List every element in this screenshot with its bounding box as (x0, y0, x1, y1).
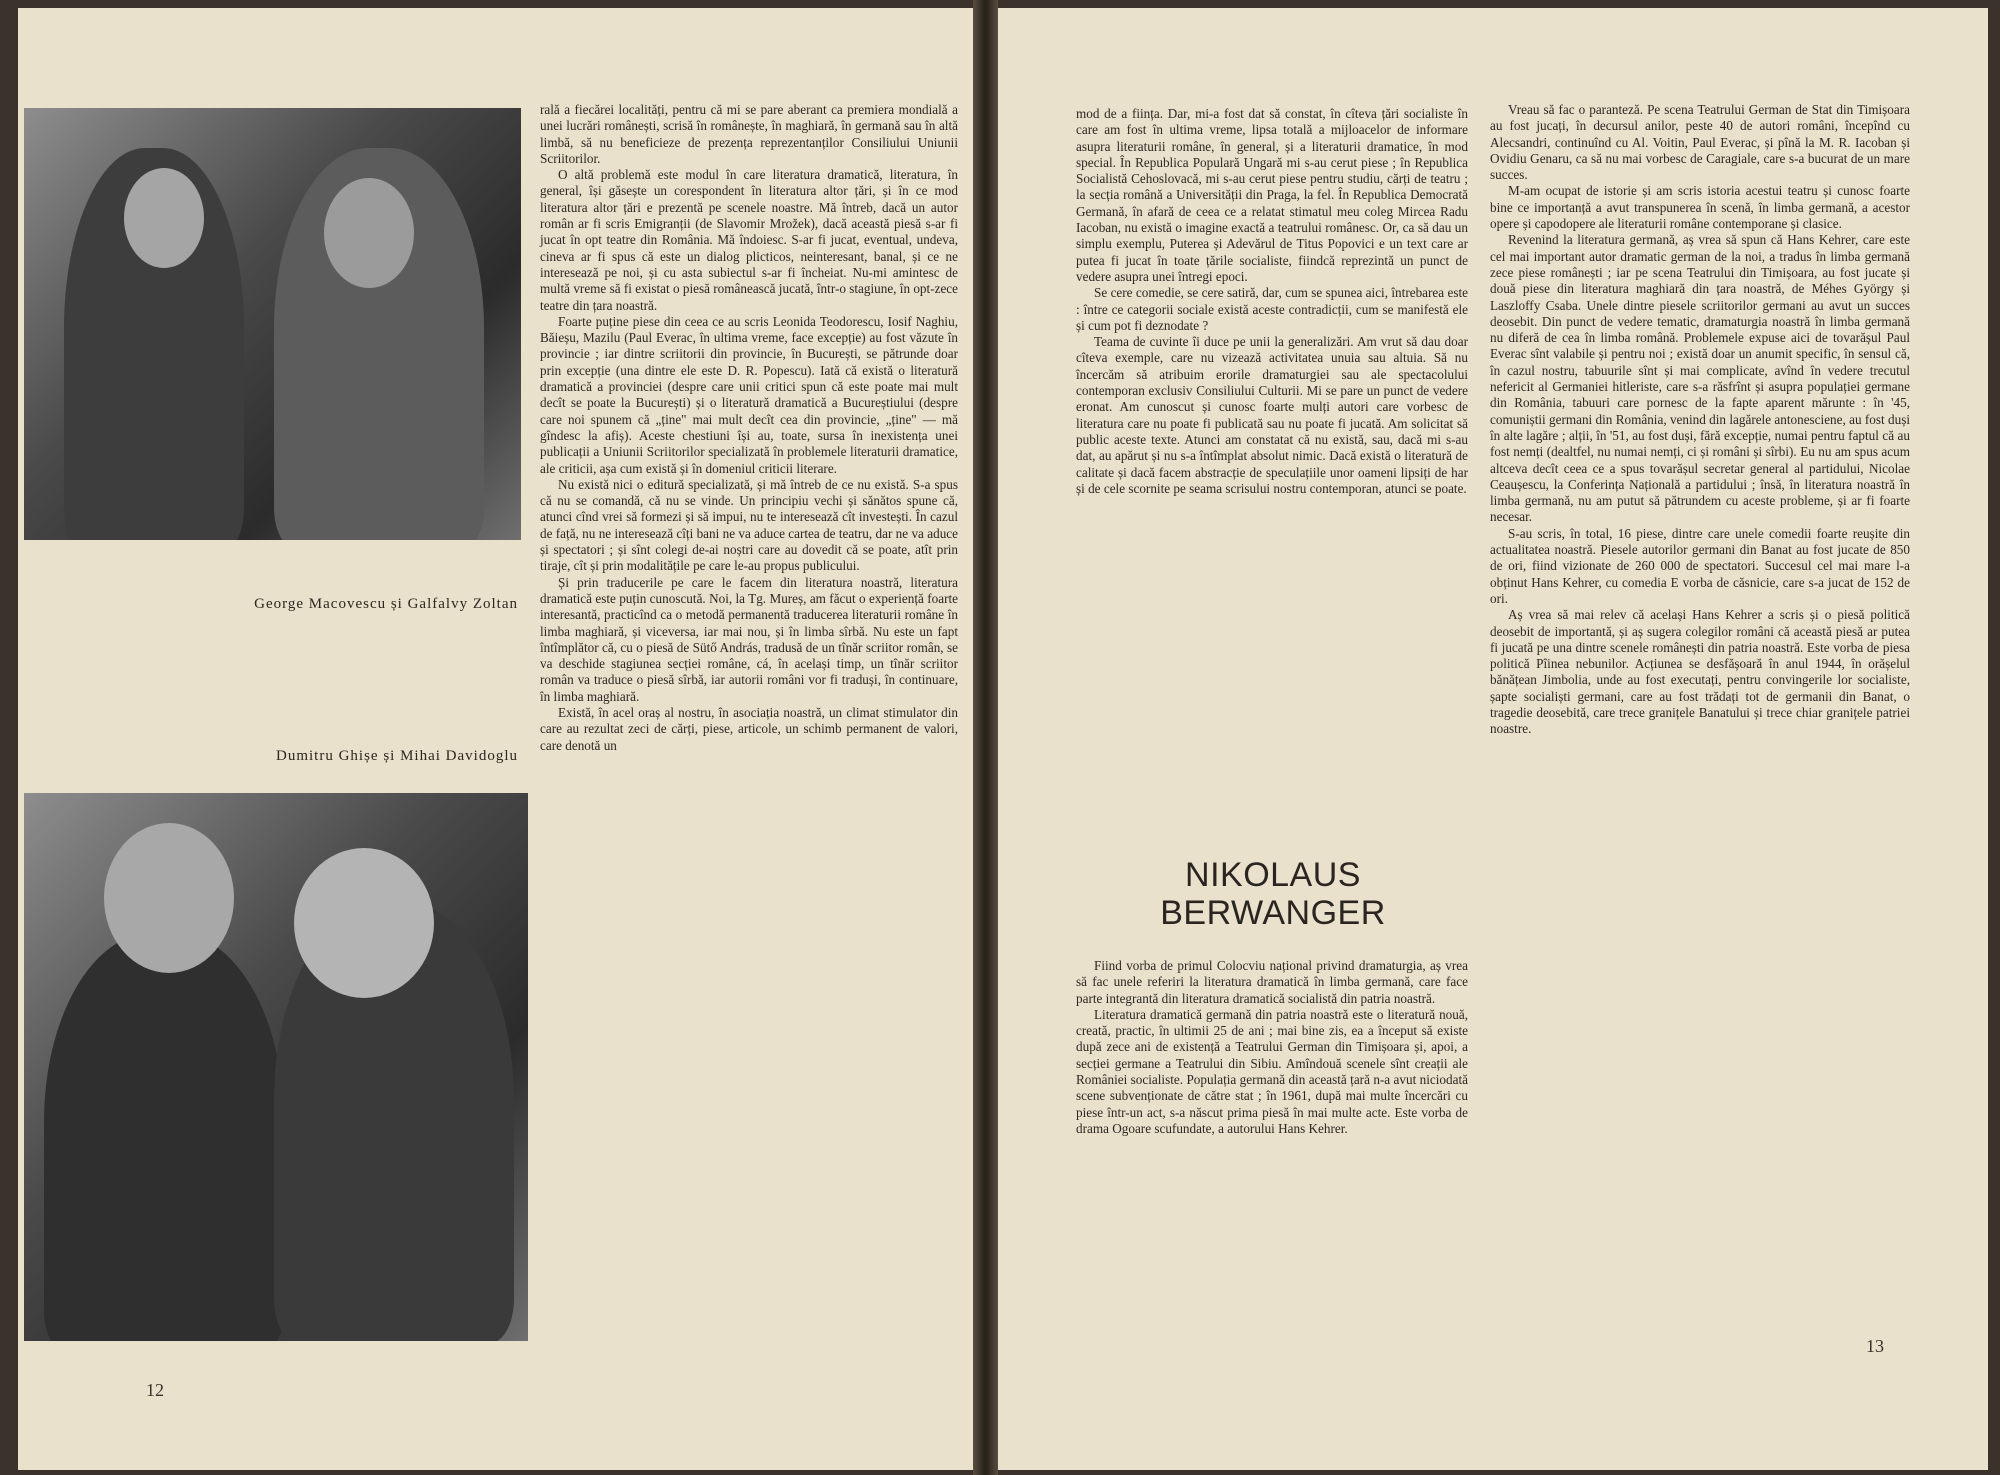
paragraph: Și prin traducerile pe care le facem din literatura noastră, literatura dramatică este puțin cunoscută. Noi, la Tg. Mureș, am făcut o experiență foarte interesantă, practicînd ca o metodă permanentă traducerea literaturii române în limba maghiară, și viceversa, iar mai nou, și în limba sîrbă. Nu este un fapt întîmplător că, cu o piesă de Sütő András, tradusă de un tînăr scriitor român, se va deschide stagiunea secției române, cá, în același timp, un tînăr scriitor român va traduce o piesă sîrbă, iar autorii români vor fi traduși, în continuare, în limba maghiară. (540, 574, 958, 704)
right-column-1-bottom (1076, 958, 1468, 1318)
paragraph: rală a fiecărei localități, pentru că mi se pare aberant ca premiera mondială a unei lucrări românești, scrisă în românește, în maghiară, în germană sau în altă limbă, să nu beneficieze de prezența reprezentanților Consiliului Uniunii Scriitorilor. (540, 102, 958, 166)
page-number: 13 (1866, 1336, 1884, 1356)
photo-top (24, 108, 521, 540)
photo-top-caption: George Macovescu și Galfalvy Zoltan (254, 596, 518, 612)
paragraph: Vreau să fac o paranteză. Pe scena Teatrului German de Stat din Timișoara au fost jucați, în decursul anilor, peste 40 de autori români, începînd cu Alecsandri, continuînd cu Al. Voitin, Paul Everac, și pînă la M. R. Iacoban și Ovidiu Genaru, ca să nu mai vorbesc de Caragiale, care s-a bucurat de un mare succes. (1490, 102, 1910, 183)
paragraph: Revenind la literatura germană, aș vrea să spun că Hans Kehrer, care este cel mai important autor dramatic german de la noi, a tradus în limba germană zece piese românești ; iar pe scena Teatrului din Timișoara, au fost jucate și două piese din literatura maghiară din țara noastră, de Méhes György și Laszloffy Csaba. Unele dintre piesele scriitorilor germani au avut un succes deosebit. Din punct de vedere tematic, dramaturgia noastră în limba germană nu diferă de cea în limba română. Problemele expuse aici de tovarășul Paul Everac sînt valabile și pentru noi ; există doar un anumit specific, în sensul că, în cazul nostru, tabuurile sînt și mai complicate, avînd în vedere trecutul nefericit al Germaniei hitleriste, care s-a răsfrînt și asupra populației germane din România, tabuuri care pornesc de la fapte aparent mărunte : în '45, comuniștii germani din România, venind din lagărele antonesciene, au fost duși în alte lagăre ; alții, în '51, au fost duși, fără excepție, numai pentru faptul că au fost nemți (dealtfel, nu numai nemți, ci și români și sîrbi). Eu nu am spus acum altceva decît ceea ce a spus tovarășul secretar general al partidului, Nicolae Ceaușescu, la Conferința Națională a partidului ; însă, în literatura noastră în limba germană, nu am putut să pătrundem cu aceste probleme, și ar fi foarte necesar. (1490, 232, 1910, 525)
paragraph: Literatura dramatică germană din patria noastră este o literatură nouă, creată, practic, în ultimii 25 de ani ; mai bine zis, ea a început să existe după zece ani de existență a Teatrului German din Timișoara și, apoi, a secției germane a Teatrului din Sibiu. Amîndouă scenele sînt creații ale României socialiste. Populația germană din această țară n-a avut niciodată scene subvenționate de către stat ; în 1961, după mai multe încercări cu piese într-un act, s-a născut prima piesă în mai multe acte. Este vorba de drama Ogoare scufundate, a autorului Hans Kehrer. (1076, 1006, 1468, 1136)
paragraph: O altă problemă este modul în care literatura dramatică, literatura, în general, își găsește un corespondent în literatura altor țări, și în ce mod literatura altor țări e prezentă pe scenele noastre. Mă întreb, dacă un autor român ar fi scris Emigranții (de Slavomir Mrožek), dacă această piesă s-ar fi jucat în opt teatre din România. Mă îndoiesc. S-ar fi jucat, eventual, undeva, cineva ar fi spus că este un dialog plicticos, neinteresant, banal, și ce ne interesează pe noi, și cu asta subiectul s-ar fi încheiat. Nu-mi amintesc de multă vreme să fi existat o piesă românească jucată, într-o stagiune, în opt-zece teatre din țara noastră. (540, 167, 958, 313)
page-number: 12 (146, 1380, 164, 1400)
right-page (998, 8, 1988, 1470)
paragraph: Aș vrea să mai relev că același Hans Kehrer a scris și o piesă politică deosebit de importantă, și aș sugera colegilor români că această piesă ar putea fi jucată pe una dintre scenele românești din patria noastră. Este vorba de piesa politică Pîinea nebunilor. Acțiunea se desfășoară în anul 1944, în orășelul bănățean Jimbolia, unde au fost executați, pentru convingerile lor socialiste, șapte socialiști germani, care au fost trădați tot de germanii din Banat, o tragedie deosebită, care trece granițele Banatului și trece chiar granițele patriei noastre. (1490, 607, 1910, 737)
paragraph: mod de a ființa. Dar, mi-a fost dat să constat, în cîteva țări socialiste în care am fost în ultima vreme, lipsa totală a mijloacelor de informare asupra literaturii române, în general, și a literaturii dramatice, în mod special. În Republica Populară Ungară mi s-au cerut piese ; în Republica Socialistă Cehoslovacă, mi s-au cerut piese pentru studiu, cărți de teatru ; la secția română a Universității din Praga, la fel. În Republica Democrată Germană, în afară de ceea ce a relatat stimatul meu coleg Mircea Radu Iacoban, nu există o imagine exactă a teatrului românesc. Or, ca să dau un simplu exemplu, Puterea și Adevărul de Titus Popovici e un text care ar putea fi jucat în toate țările socialiste, fiindcă reprezintă un punct de vedere asupra unei întregi epoci. (1076, 106, 1468, 284)
photo-bottom (24, 793, 528, 1341)
right-column-1-top (1076, 106, 1468, 866)
paragraph: Se cere comedie, se cere satiră, dar, cum se spunea aici, întrebarea este : între ce categorii sociale există aceste contradicții, cum se manifestă ele și cum pot fi deznodate ? (1076, 285, 1468, 333)
paragraph: S-au scris, în total, 16 piese, dintre care unele comedii foarte reușite din actualitatea noastră. Piesele autorilor germani din Banat au fost jucate de 850 de ori, fiind vizionate de 260 000 de spectatori. Succesul cel mai mare l-a obținut Hans Kehrer, cu comedia E vorba de căsnicie, care s-a jucat de 152 de ori. (1490, 525, 1910, 606)
page-gutter (973, 0, 998, 1475)
left-page (18, 8, 973, 1470)
paragraph: Teama de cuvinte îi duce pe unii la generalizări. Am vrut să dau doar cîteva exemple, care nu vizează activitatea unuia sau altuia. Să nu încercăm să atribuim erorile dramaturgiei sau ale spectacolului contemporan exclusiv Consiliului Culturii. Mi se pare un punct de vedere eronat. Am cunoscut și cunosc foarte mulți autori care vorbesc de literatura care nu poate fi publicată sau nu poate fi jucată. Am solicitat să public aceste texte. Atunci am constatat că nu există, sau, dacă mi s-au dat, au apărut și nu s-a întîmplat absolut nimic. Dacă există o literatură de calitate și dacă facem abstracție de speculațiile unor oameni lipsiți de har și de cele scornite pe seama scrisului nostru contemporan, atunci se poate. (1076, 334, 1468, 496)
paragraph: Există, în acel oraș al nostru, în asociația noastră, un climat stimulator din care au rezultat zeci de cărți, piese, articole, un schimb permanent de valori, care denotă un (540, 704, 958, 753)
photo-bottom-caption: Dumitru Ghișe și Mihai Davidoglu (276, 748, 518, 764)
paragraph: Foarte puține piese din ceea ce au scris Leonida Teodorescu, Iosif Naghiu, Băieșu, Mazilu (Paul Everac, în ultima vreme, face excepție) au fost văzute în provincie ; iar dintre scriitorii din provincie, în București, se pătrunde doar prin excepție (una dintre ele este D. R. Popescu). Iată că există o literatură dramatică a provinciei (despre care unii critici spun că este poate mai mult decît se poate la București) și o literatură dramatică a Bucureștiului (despre care noi spunem că „ține" mai mult decît cea din provincie, „ține" — mă gîndesc la afiș). Aceste chestiuni își au, toate, sursa în inexistența unei publicații a Uniunii Scriitorilor specializată în problemele literaturii dramatice, ale criticii, așa cum există și în domeniul criticii literare. (540, 313, 958, 476)
right-column-2 (1490, 102, 1910, 1332)
left-text-column (540, 102, 958, 1342)
paragraph: Fiind vorba de primul Colocviu național privind dramaturgia, aș vrea să fac unele referiri la literatura dramatică în limba germană, care face parte integrantă din literatura dramatică socialistă din patria noastră. (1076, 958, 1468, 1006)
paragraph: Nu există nici o editură specializată, și mă întreb de ce nu există. S-a spus că nu se comandă, că nu se vinde. Un principiu vechi și sănătos spune că, atunci cînd vrei să formezi și să impui, nu te interesează cît investești. În cazul de față, nu ne interesează cîți bani ne va aduce cartea de teatru, dar ne va aduce și spectatori ; și sînt colegi de-ai noștri care au dovedit că se poate, atît prin tiraje, cît și prin modalitățile pe care le-au propus publicului. (540, 476, 958, 574)
paragraph: M-am ocupat de istorie și am scris istoria acestui teatru și cunosc foarte bine ce importanță a avut transpunerea în scenă, în limba germană, a acestor opere și capodopere ale literaturii române contemporane și clasice. (1490, 183, 1910, 232)
author-title: NIKOLAUS BERWANGER (1160, 856, 1386, 932)
